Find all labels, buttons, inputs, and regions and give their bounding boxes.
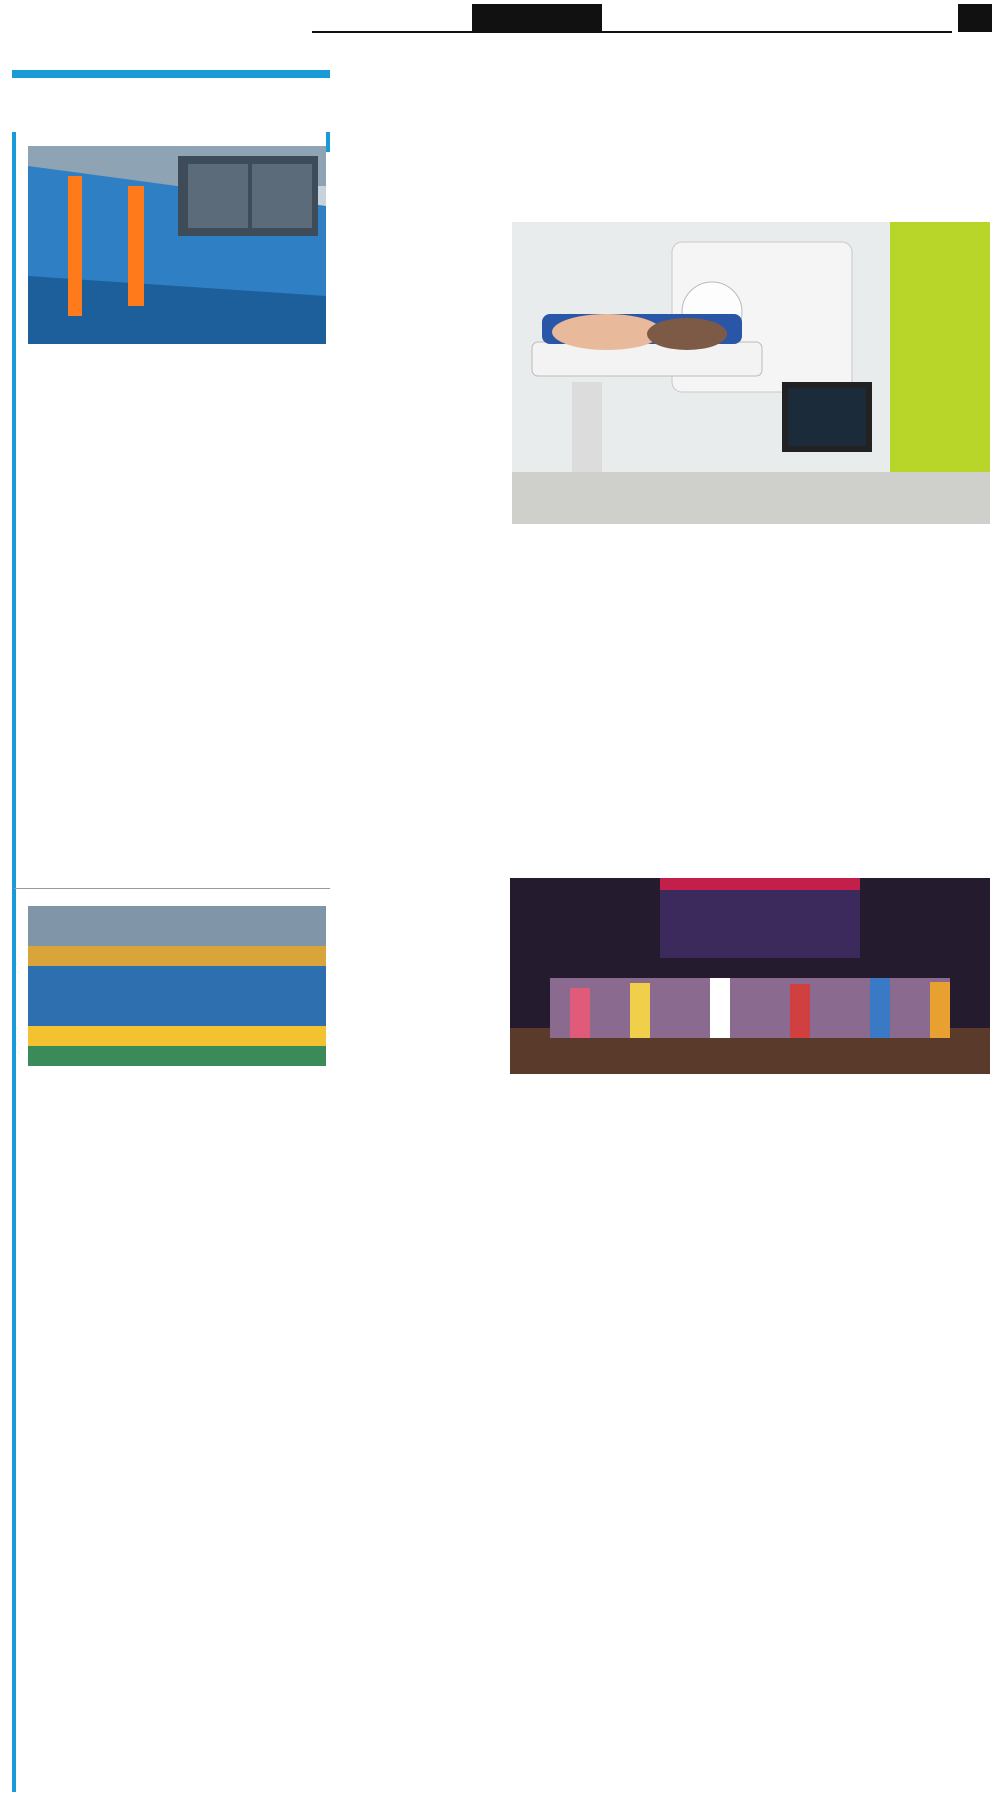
page-number: [958, 4, 992, 32]
story-b-col1: [346, 878, 496, 1250]
conference-photo: [510, 878, 990, 1074]
sidebar-right-rule: [326, 132, 330, 152]
story2-body: [28, 702, 326, 882]
sidebar-top-bar: [12, 70, 330, 78]
story3-body: [28, 1154, 326, 1350]
bus-photo: [28, 146, 326, 344]
lead-cols: [512, 552, 990, 778]
story4-body: [28, 1378, 326, 1572]
lithotripsy-photo: [512, 222, 990, 524]
lead-col1: [346, 222, 498, 552]
sidebar-divider: [14, 888, 330, 889]
story-b-cols: [510, 1100, 990, 1662]
sidebar-left-rule: [12, 132, 16, 1792]
festival-photo: [28, 906, 326, 1066]
header-rule: [312, 31, 952, 33]
section-label: [472, 4, 602, 32]
story1-body: [28, 432, 326, 676]
story-b-col2: [346, 1250, 496, 1770]
story5-body: [28, 1600, 326, 1790]
